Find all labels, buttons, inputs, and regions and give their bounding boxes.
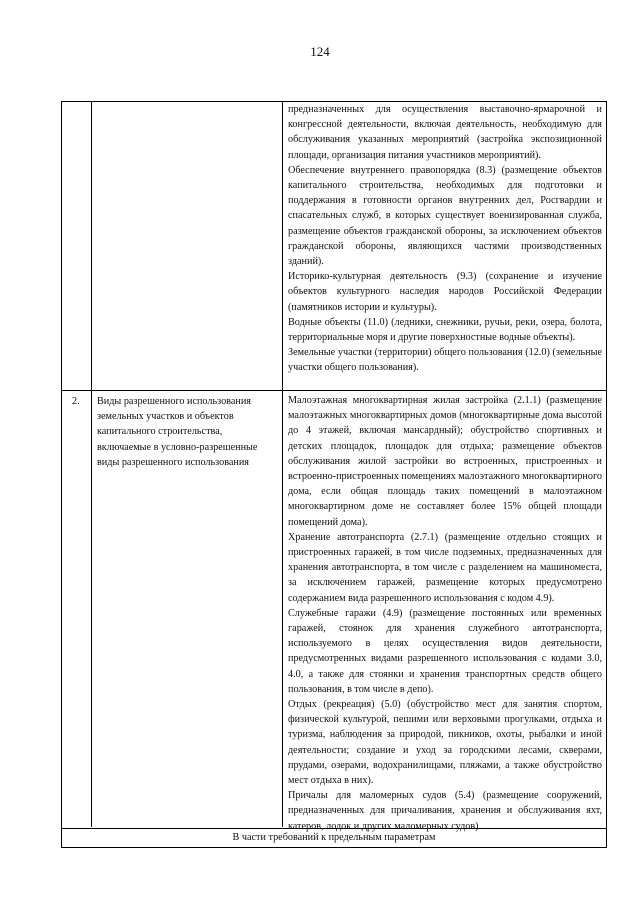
- row-1-description: [288, 102, 602, 376]
- row-2-title: Виды разрешенного использования земельных участков и объектов капитального строительства, включаемые в условно-разрешенные виды разрешенного использования: [97, 396, 258, 468]
- paragraph: Историко-культурная деятельность (9.3) (сохранение и изучение объектов культурного наследия народов Российской Федерации (памятников истории и культуры).: [288, 271, 602, 313]
- column-divider: [282, 102, 283, 827]
- paragraph: Земельные участки (территории) общего пользования (12.0) (земельные участки общего пользования).: [288, 347, 602, 374]
- paragraph: Малоэтажная многоквартирная жилая застройка (2.1.1) (размещение малоэтажных многоквартирных домов (многоквартирные дома высотой до 4 этажей, включая мансардный); обустройство спортивных и детских площадок, площадок для отдыха; размещение объектов обслуживания жилой застройки во встроенных, пристроенных и встроенно-пристроенных помещениях малоэтажного многоквартирного дома, если общая площадь таких помещений в малоэтажном многоквартирном доме не составляет более 15% общей площади помещений дома).: [288, 395, 602, 528]
- paragraph: Причалы для маломерных судов (5.4) (размещение сооружений, предназначенных для причаливания, хранения и обслуживания яхт, катеров, лодок и других маломерных судов).: [288, 790, 602, 832]
- row-divider: [62, 390, 606, 391]
- paragraph: предназначенных для осуществления выставочно-ярмарочной и конгрессной деятельности, включая деятельность, необходимую для обслуживания указанных мероприятий (застройка экспозиционной площади, организация питания участников мероприятий).: [288, 104, 602, 161]
- paragraph: Водные объекты (11.0) (ледники, снежники, ручьи, реки, озера, болота, территориальные моря и другие поверхностные водные объекты).: [288, 316, 602, 344]
- row-2-number: 2.: [72, 396, 80, 407]
- page-number: 124: [310, 44, 330, 59]
- section-heading: В части требований к предельным параметрам: [232, 832, 436, 843]
- column-divider: [91, 102, 92, 827]
- paragraph: Отдых (рекреация) (5.0) (обустройство мест для занятия спортом, физической культурой, пешими или верховыми прогулками, отдыха и туризма, наблюдения за природой, пикников, охоты, рыбалки и иной деятельности; создание и уход за городскими лесами, скверами, прудами, озерами, водохранилищами, пляжами, а также обустройство мест отдыха в них).: [288, 699, 602, 787]
- paragraph: Обеспечение внутреннего правопорядка (8.3) (размещение объектов капитального строительства, необходимых для подготовки и поддержания в готовности органов внутренних дел, Росгвардии и спасательных служб, в которых существует военизированная служба, размещение объектов гражданской обороны, за исключением объектов гражданской обороны, являющихся частями производственных зданий).: [288, 164, 602, 268]
- row-2-description: [288, 393, 602, 834]
- paragraph: Хранение автотранспорта (2.7.1) (размещение отдельно стоящих и пристроенных гаражей, в том числе подземных, предназначенных для хранения автотранспорта, в том числе с разделением на машиноместа, за исключением гаражей, размещение которых предусмотрено содержанием вида разрешенного использования с кодом 4.9).: [288, 531, 602, 604]
- regulations-table: [61, 101, 607, 848]
- paragraph: Служебные гаражи (4.9) (размещение постоянных или временных гаражей, стоянок для хранения служебного автотранспорта, используемого в целях осуществления видов деятельности, предусмотренных видами разрешенного использования с кодами 3.0, 4.0, а также для стоянки и хранения транспортных средств общего пользования, в том числе в депо).: [288, 607, 602, 695]
